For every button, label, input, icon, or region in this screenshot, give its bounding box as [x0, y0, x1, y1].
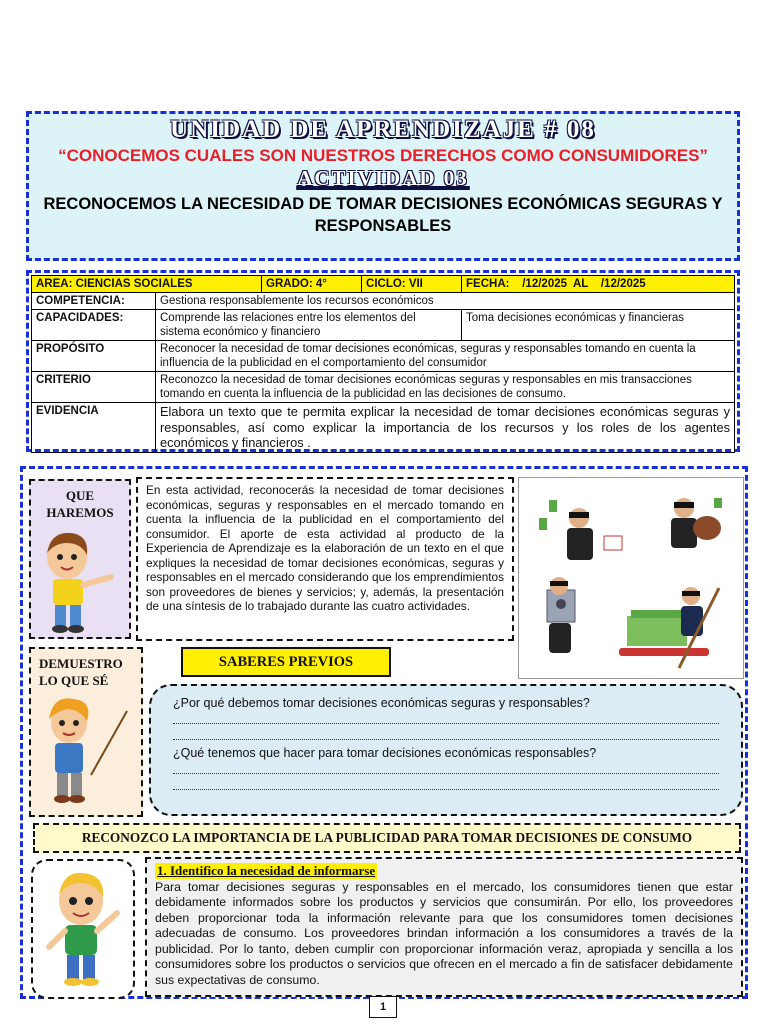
capacidades-label: CAPACIDADES:	[32, 310, 156, 341]
criterio-row	[32, 372, 735, 403]
answer-line-2a[interactable]	[173, 762, 719, 774]
fecha-cell: FECHA: /12/2025 AL /12/2025	[462, 276, 735, 293]
proposito-label: PROPÓSITO	[32, 341, 156, 372]
boy-waving-box	[31, 859, 135, 999]
reconozco-title: RECONOZCO LA IMPORTANCIA DE LA PUBLICIDAD PARA TOMAR DECISIONES DE CONSUMO	[33, 823, 741, 853]
lower-section	[20, 466, 748, 999]
capacidad-1: Comprende las relaciones entre los elementos del sistema económico y financiero	[156, 310, 462, 341]
que-haremos-text: En esta actividad, reconocerás la necesidad de tomar decisiones económicas, seguras y responsables en el mercado tomando en cuenta la influencia de la publicidad en el comportamiento del consumidor. El aporte de esta actividad al producto de la Experiencia de Aprendizaje es la elaboración de un texto en el que expliques la necesidad de tomar decisiones económicas, seguras y responsables en el mercado considerando que los emprendimientos son proveedores de bienes y servicios; y, además, la presentación de una síntesis de lo trabajado durante las cuatro actividades.	[146, 483, 504, 613]
capacidades-row	[32, 310, 735, 341]
info-header-row	[32, 276, 735, 293]
competencia-row	[32, 293, 735, 310]
thieves-illustration	[518, 477, 744, 679]
boy-pointing-illustration	[31, 525, 129, 635]
unidad-title: UNIDAD DE APRENDIZAJE # 08	[170, 116, 596, 143]
boy-with-pointer-illustration	[31, 693, 141, 811]
answer-line-2b[interactable]	[173, 778, 719, 790]
que-haremos-text-box	[136, 477, 514, 641]
saberes-questions-box	[149, 684, 743, 816]
grado-cell: GRADO: 4°	[262, 276, 362, 293]
demuestro-label: DEMUESTRO LO QUE SÉ	[39, 656, 123, 688]
capacidad-2: Toma decisiones económicas y financieras	[462, 310, 735, 341]
unit-subtitle: “CONOCEMOS CUALES SON NUESTROS DERECHOS COMO CONSUMIDORES”	[58, 146, 708, 165]
question-2: ¿Qué tenemos que hacer para tomar decisiones económicas responsables?	[173, 746, 597, 760]
identifico-title: 1. Identifico la necesidad de informarse	[157, 863, 376, 878]
competencia-value: Gestiona responsablemente los recursos económicos	[156, 293, 735, 310]
header-banner	[26, 111, 740, 261]
criterio-value: Reconozco la necesidad de tomar decisiones económicas seguras y responsables en mis transacciones tomando en cuenta la influencia de la publicidad en las decisiones de consumo.	[156, 372, 735, 403]
answer-line-1b[interactable]	[173, 728, 719, 740]
activity-title: RECONOCEMOS LA NECESIDAD DE TOMAR DECISIONES ECONÓMICAS SEGURAS Y RESPONSABLES	[43, 195, 723, 235]
identifico-box	[145, 857, 743, 997]
ciclo-cell: CICLO: VII	[362, 276, 462, 293]
actividad-label: ACTIVIDAD 03	[297, 166, 469, 190]
evidencia-label: EVIDENCIA	[32, 403, 156, 453]
answer-line-1a[interactable]	[173, 712, 719, 724]
question-1: ¿Por qué debemos tomar decisiones económicas seguras y responsables?	[173, 696, 590, 710]
que-haremos-box	[29, 479, 131, 639]
thieves-image	[519, 478, 743, 678]
identifico-text: Para tomar decisiones seguras y responsables en el mercado, los consumidores tienen que estar debidamente informados sobre los productos y servicios que consumirán. Por ello, los proveedores deben proporcionar toda la información relevante para que los consumidores tomen decisiones adecuadas de consumo. Los proveedores brindan información a los consumidores a través de la publicidad. Por lo tanto, deben cumplir con proporcionar información veraz, apropiada y sencilla a los consumidores sobre los productos o servicios que ofrecen en el mercado a fin de satisfacer debidamente sus expectativas de consumo.	[155, 879, 733, 987]
boy-waving-illustration	[33, 861, 133, 995]
saberes-previos-title: SABERES PREVIOS	[181, 647, 391, 677]
evidencia-value: Elabora un texto que te permita explicar la necesidad de tomar decisiones económicas seguras y responsables, así como explicar la importancia de los recursos y los roles de los agentes económicos y financieros .	[156, 403, 735, 453]
competencia-label: COMPETENCIA:	[32, 293, 156, 310]
area-cell: AREA: CIENCIAS SOCIALES	[32, 276, 262, 293]
que-haremos-label: QUE HAREMOS	[46, 488, 114, 520]
page-number: 1	[369, 996, 397, 1018]
demuestro-box	[29, 647, 143, 817]
criterio-label: CRITERIO	[32, 372, 156, 403]
proposito-value: Reconocer la necesidad de tomar decisiones económicas, seguras y responsables tomando en cuenta la influencia de la publicidad en el comportamiento del consumidor	[156, 341, 735, 372]
info-panel	[26, 270, 740, 452]
evidencia-row	[32, 403, 735, 453]
info-table	[31, 275, 735, 453]
proposito-row	[32, 341, 735, 372]
